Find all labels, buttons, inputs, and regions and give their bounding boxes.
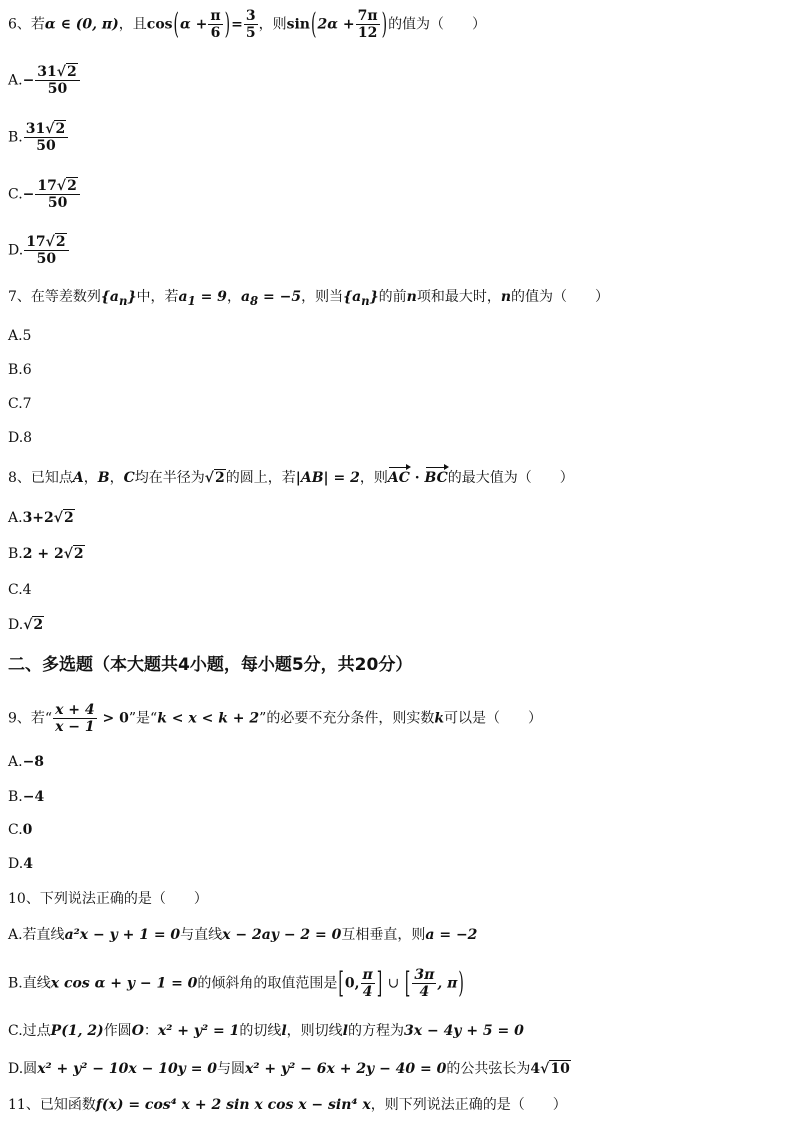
radicand: 2 (55, 234, 66, 250)
q8-prefix: 8、已知点 (8, 470, 73, 486)
paren-close: ) (458, 966, 464, 1001)
dot-operator: · (409, 470, 425, 486)
q6-frac-den: 6 (210, 25, 221, 42)
option-text: 的切线 (239, 1023, 282, 1039)
sep: ， (109, 470, 124, 486)
q6-frac3-den: 12 (357, 25, 378, 42)
q6-paren-close: ) (224, 7, 231, 42)
q6-option-c (8, 178, 81, 211)
q7-mid1: 中，若 (136, 289, 179, 305)
option-letter: A. (8, 754, 23, 770)
seq-open: {a (343, 289, 362, 305)
q7-a8 (240, 289, 302, 308)
line-equation-2: x − 2ay − 2 = 0 (222, 927, 342, 943)
point-c: C (123, 470, 135, 486)
frac-numerator (24, 234, 68, 251)
sqrt-sign: √2 (45, 121, 66, 137)
q6-alpha-plus: α + (180, 16, 208, 33)
radicand: 10 (550, 1061, 570, 1077)
a8-letter: a (240, 289, 251, 305)
frac-numerator (35, 178, 79, 195)
interval-pi: , π (437, 975, 458, 992)
q7-mid3: 的前 (378, 289, 407, 305)
question-7-stem (8, 290, 609, 307)
q6-frac-num: π (210, 8, 221, 24)
option-text: 的倾斜角的取值范围是 (197, 975, 338, 992)
bracket-open-2: [ (404, 966, 411, 1001)
chord-coef: 4 (530, 1061, 541, 1077)
q6-frac3-num: 7π (357, 8, 378, 24)
option-letter: A. (8, 510, 23, 526)
q8-mid1: 均在半径为 (134, 470, 205, 486)
numerator-coef: 31 (25, 121, 46, 137)
q7-mid2: ，则当 (301, 289, 344, 305)
option-letter: D. (8, 856, 24, 872)
q6-paren-open: ( (173, 7, 180, 42)
q6-equals: = (231, 16, 243, 33)
question-11-stem (8, 1098, 567, 1112)
seq-close: } (127, 289, 137, 305)
q10-option-c (8, 1024, 524, 1038)
q8-option-b (8, 547, 85, 561)
frac-numerator: x + 4 (55, 702, 95, 718)
q9-option-c (8, 823, 32, 837)
q6-alpha-condition: α ∈ (0, π) (44, 16, 119, 33)
q6-and-text: ，且 (118, 16, 147, 33)
q6-then-text: ，则 (258, 16, 287, 33)
circle-equation-1: x² + y² − 10x − 10y = 0 (37, 1061, 218, 1077)
q10-option-a (8, 928, 477, 942)
sqrt-sign: √10 (540, 1061, 570, 1077)
option-fraction (24, 234, 68, 267)
line-equation: x cos α + y − 1 = 0 (50, 975, 198, 992)
tangent-equation: 3x − 4y + 5 = 0 (404, 1023, 524, 1039)
q9-option-d (8, 857, 33, 871)
frac-numerator: 3π (414, 967, 435, 983)
sqrt-sign: √2 (63, 546, 84, 562)
option-value: −8 (22, 754, 45, 770)
option-value: 4 (23, 856, 33, 872)
vector-ac: AC (387, 470, 410, 486)
option-text: 的方程为 (348, 1023, 404, 1039)
radicand: 2 (66, 64, 77, 80)
option-letter: C. (8, 822, 23, 838)
q6-option-b (8, 121, 69, 154)
interval-zero: 0, (344, 975, 360, 992)
option-fraction (35, 64, 79, 97)
tangent-l: l (281, 1023, 287, 1039)
frac-numerator (24, 121, 68, 138)
q7-option-d: D.8 (8, 430, 33, 446)
a8-sub: 8 (250, 293, 259, 308)
a1-value: = 9 (195, 289, 227, 305)
q9-option-b (8, 790, 44, 804)
union-symbol: ∪ (383, 975, 404, 992)
q6-suffix: 的值为（ ） (388, 16, 487, 33)
option-fraction (35, 178, 79, 211)
option-sign: − (22, 186, 35, 203)
q9-mid2: ”的必要不充分条件，则实数 (259, 710, 435, 727)
q7-sequence-2 (343, 289, 379, 308)
q7-option-a: A.5 (8, 328, 32, 344)
numerator-coef: 17 (26, 234, 46, 250)
frac-denominator: 50 (36, 251, 57, 268)
seq-sub: n (361, 293, 370, 308)
bracket-open: [ (338, 966, 344, 1001)
radicand: 2 (67, 178, 77, 194)
option-letter: B. (8, 546, 23, 562)
sqrt-sign: √2 (56, 178, 77, 194)
numerator-coef: 17 (37, 178, 57, 194)
q8-mid2: 的圆上，若 (225, 470, 296, 486)
q9-mid: ”是“ (128, 710, 158, 727)
q9-k: k (434, 710, 445, 727)
q7-prefix: 7、在等差数列 (8, 289, 101, 305)
frac-numerator (35, 64, 79, 81)
option-letter: B. (8, 129, 23, 146)
line-equation-1: a²x − y + 1 = 0 (64, 927, 181, 943)
question-10-stem: 10、下列说法正确的是（ ） (8, 891, 208, 907)
sqrt-sign: √2 (23, 617, 44, 633)
q6-option-d (8, 234, 70, 267)
option-text: 的公共弦长为 (446, 1061, 531, 1077)
q10-option-d (8, 1062, 571, 1076)
a1-sub: 1 (187, 293, 196, 308)
q6-pi-over-6 (208, 8, 222, 41)
option-text: 3+2 (22, 510, 54, 526)
q6-paren2-open: ( (311, 7, 317, 42)
sqrt-sign: √2 (45, 234, 66, 250)
q6-prefix: 6、若 (8, 16, 45, 33)
q9-fraction (53, 702, 97, 735)
frac-denominator: 4 (419, 984, 430, 1001)
option-value: 0 (22, 822, 33, 838)
seq-open: {a (100, 289, 119, 305)
tangent-l-2: l (342, 1023, 348, 1039)
circle-equation: x² + y² = 1 (157, 1023, 240, 1039)
a-value: a = −2 (425, 927, 478, 943)
option-text: 2 + 2 (22, 546, 64, 562)
question-9-stem (8, 702, 542, 735)
radicand: 2 (63, 510, 74, 526)
option-prefix: D.圆 (8, 1061, 38, 1077)
sep: ， (83, 470, 98, 486)
colon: ： (143, 1023, 158, 1039)
q7-option-b: B.6 (8, 362, 32, 378)
option-text: 互相垂直，则 (341, 927, 426, 943)
frac-denominator: 50 (47, 195, 68, 212)
q9-suffix: 可以是（ ） (444, 710, 543, 727)
function-definition: f(x) = cos⁴ x + 2 sin x cos x − sin⁴ x (95, 1097, 371, 1113)
numerator-coef: 31 (37, 64, 57, 80)
frac-numerator: π (362, 967, 373, 983)
option-letter: A. (8, 72, 23, 89)
q6-frac2-den: 5 (245, 25, 256, 42)
option-text: 作圆 (103, 1023, 132, 1039)
q9-option-a (8, 755, 44, 769)
q8-option-c: C.4 (8, 582, 32, 598)
option-text: 与直线 (180, 927, 223, 943)
q10-option-b (8, 967, 465, 1000)
frac-denominator: 50 (47, 81, 68, 98)
q7-option-c: C.7 (8, 396, 32, 412)
frac-denominator: 4 (362, 984, 373, 1001)
q9-inequality: k < x < k + 2 (157, 710, 260, 727)
seq-sub: n (119, 293, 128, 308)
radicand: 2 (215, 470, 225, 486)
option-letter: D. (8, 242, 24, 259)
q7-mid4: 项和最大时， (416, 289, 501, 305)
q6-cos: cos (146, 16, 173, 33)
q6-frac2-num: 3 (245, 8, 256, 24)
option-prefix: C.过点 (8, 1023, 51, 1039)
frac-denominator: x − 1 (55, 719, 95, 736)
a8-value: = −5 (258, 289, 302, 305)
q11-suffix: ，则下列说法正确的是（ ） (370, 1097, 567, 1113)
q9-gt-zero: > 0 (97, 710, 129, 727)
q6-7pi-over-12 (356, 8, 380, 41)
q6-two-alpha: 2α + (317, 16, 355, 33)
point-a: A (72, 470, 84, 486)
q7-a1 (178, 289, 227, 308)
q6-option-a (8, 64, 81, 97)
q7-sequence (100, 289, 137, 308)
q8-suffix: 的最大值为（ ） (447, 470, 574, 486)
radicand: 2 (73, 546, 84, 562)
option-letter: B. (8, 789, 23, 805)
q6-paren2-close: ) (381, 7, 388, 42)
q7-comma: ， (226, 289, 241, 305)
circle-o: O (131, 1023, 144, 1039)
section-heading-multi-choice: 二、多选题（本大题共4小题，每小题5分，共20分） (8, 655, 413, 675)
seq-close: } (369, 289, 379, 305)
option-text: 与圆 (217, 1061, 246, 1077)
q11-prefix: 11、已知函数 (8, 1097, 96, 1113)
option-text: ，则切线 (286, 1023, 343, 1039)
q8-option-a (8, 511, 75, 525)
q7-n-2: n (500, 289, 512, 305)
circle-equation-2: x² + y² − 6x + 2y − 40 = 0 (245, 1061, 447, 1077)
q8-mid3: ，则 (359, 470, 388, 486)
3pi-over-4 (412, 967, 436, 1000)
point-p: P(1, 2) (50, 1023, 104, 1039)
q7-suffix: 的值为（ ） (511, 289, 610, 305)
bracket-close: ] (376, 966, 383, 1001)
point-b: B (97, 470, 110, 486)
question-6-stem (8, 8, 486, 41)
q6-three-fifths (244, 8, 258, 41)
a1-letter: a (178, 289, 188, 305)
q7-n: n (406, 289, 417, 305)
option-prefix: A.若直线 (8, 927, 65, 943)
q8-option-d (8, 618, 44, 632)
radicand: 2 (55, 121, 66, 137)
q9-prefix: 9、若“ (8, 710, 53, 727)
vector-bc: BC (424, 470, 448, 486)
sqrt-sign: √2 (204, 470, 225, 486)
option-sign: − (22, 72, 35, 89)
sqrt-sign: √2 (56, 64, 77, 80)
q8-ab-length: |AB| = 2 (295, 470, 360, 486)
sqrt-sign: √2 (53, 510, 74, 526)
radicand: 2 (33, 617, 44, 633)
question-8-stem (8, 471, 574, 485)
option-letter: D. (8, 617, 24, 633)
option-value: −4 (22, 789, 45, 805)
option-fraction (24, 121, 68, 154)
pi-over-4 (361, 967, 375, 1000)
option-prefix: B.直线 (8, 975, 51, 992)
q6-sin: sin (286, 16, 310, 33)
frac-denominator: 50 (36, 138, 56, 155)
option-letter: C. (8, 186, 23, 203)
